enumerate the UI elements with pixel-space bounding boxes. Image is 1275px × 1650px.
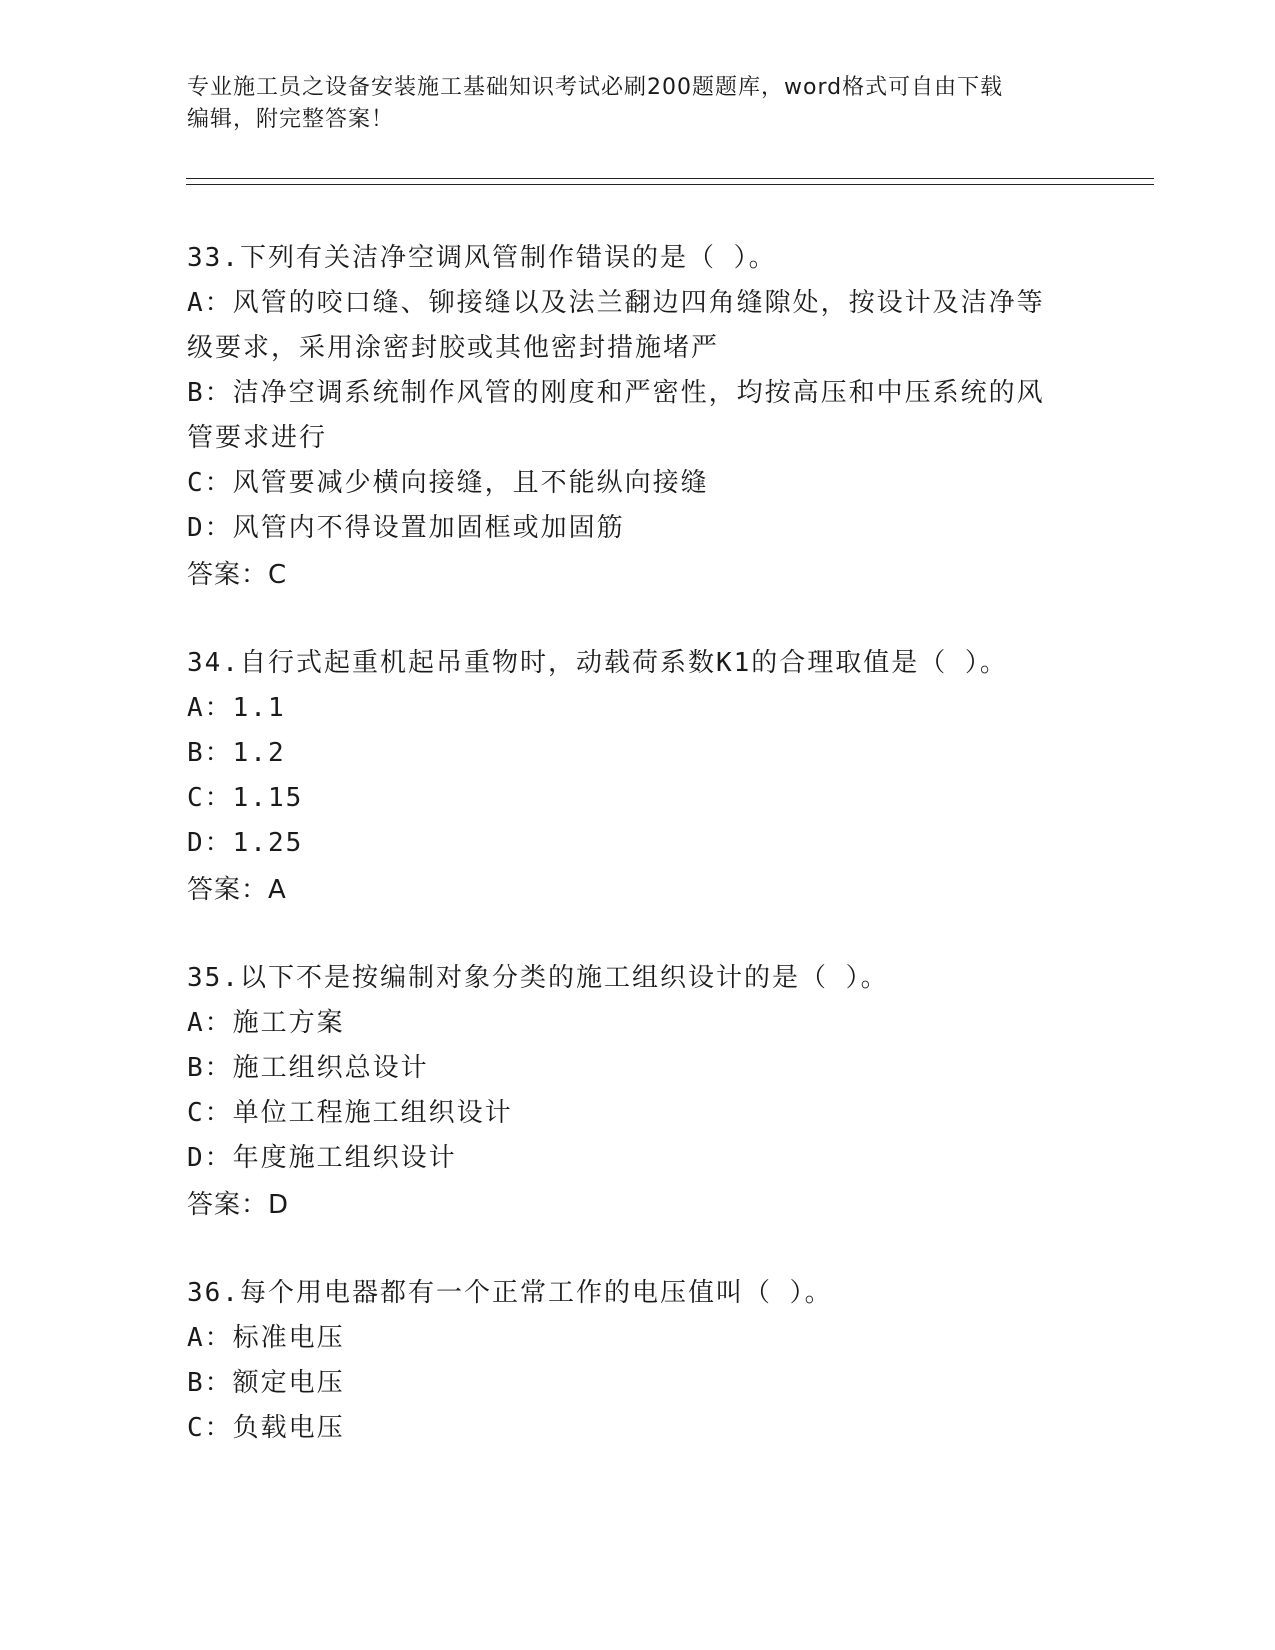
question-34 — [187, 641, 1087, 914]
option-d: D：风管内不得设置加固框或加固筋 — [187, 513, 625, 543]
option-b: B：额定电压 — [187, 1368, 345, 1398]
option-text-continued: 级要求，采用涂密封胶或其他密封措施堵严 — [187, 333, 720, 363]
question-36 — [187, 1271, 1087, 1451]
option-c: C：单位工程施工组织设计 — [187, 1098, 513, 1128]
option-d: D：1.25 — [187, 828, 304, 858]
question-stem: 36.每个用电器都有一个正常工作的电压值叫（ ）。 — [187, 1278, 833, 1308]
question-list — [187, 236, 1087, 1493]
option-b: B：施工组织总设计 — [187, 1053, 429, 1083]
option-a: A：施工方案 — [187, 1008, 345, 1038]
option-c: C：风管要减少横向接缝，且不能纵向接缝 — [187, 468, 709, 498]
option-d: D：年度施工组织设计 — [187, 1143, 457, 1173]
option-text: B：洁净空调系统制作风管的刚度和严密性，均按高压和中压系统的风 — [187, 378, 1045, 408]
header-line-1: 专业施工员之设备安装施工基础知识考试必刷200题题库，word格式可自由下载 — [187, 75, 1004, 100]
question-stem: 35.以下不是按编制对象分类的施工组织设计的是（ ）。 — [187, 963, 889, 993]
option-a — [187, 281, 1087, 371]
option-b: B：1.2 — [187, 738, 286, 768]
option-text: A：风管的咬口缝、铆接缝以及法兰翻边四角缝隙处，按设计及洁净等 — [187, 288, 1045, 318]
question-33 — [187, 236, 1087, 599]
answer: 答案：C — [187, 560, 288, 590]
option-c: C：1.15 — [187, 783, 304, 813]
question-stem: 34.自行式起重机起吊重物时，动载荷系数K1的合理取值是（ ）。 — [187, 648, 1008, 678]
question-35 — [187, 956, 1087, 1229]
option-a: A：1.1 — [187, 693, 286, 723]
header-double-rule — [186, 178, 1154, 185]
option-text-continued: 管要求进行 — [187, 423, 328, 453]
document-header — [187, 72, 1067, 136]
answer: 答案：A — [187, 875, 287, 905]
option-b — [187, 371, 1087, 461]
option-a: A：标准电压 — [187, 1323, 345, 1353]
answer: 答案：D — [187, 1190, 290, 1220]
option-c: C：负载电压 — [187, 1413, 345, 1443]
question-stem: 33.下列有关洁净空调风管制作错误的是（ ）。 — [187, 243, 777, 273]
header-line-2: 编辑，附完整答案！ — [187, 107, 395, 132]
